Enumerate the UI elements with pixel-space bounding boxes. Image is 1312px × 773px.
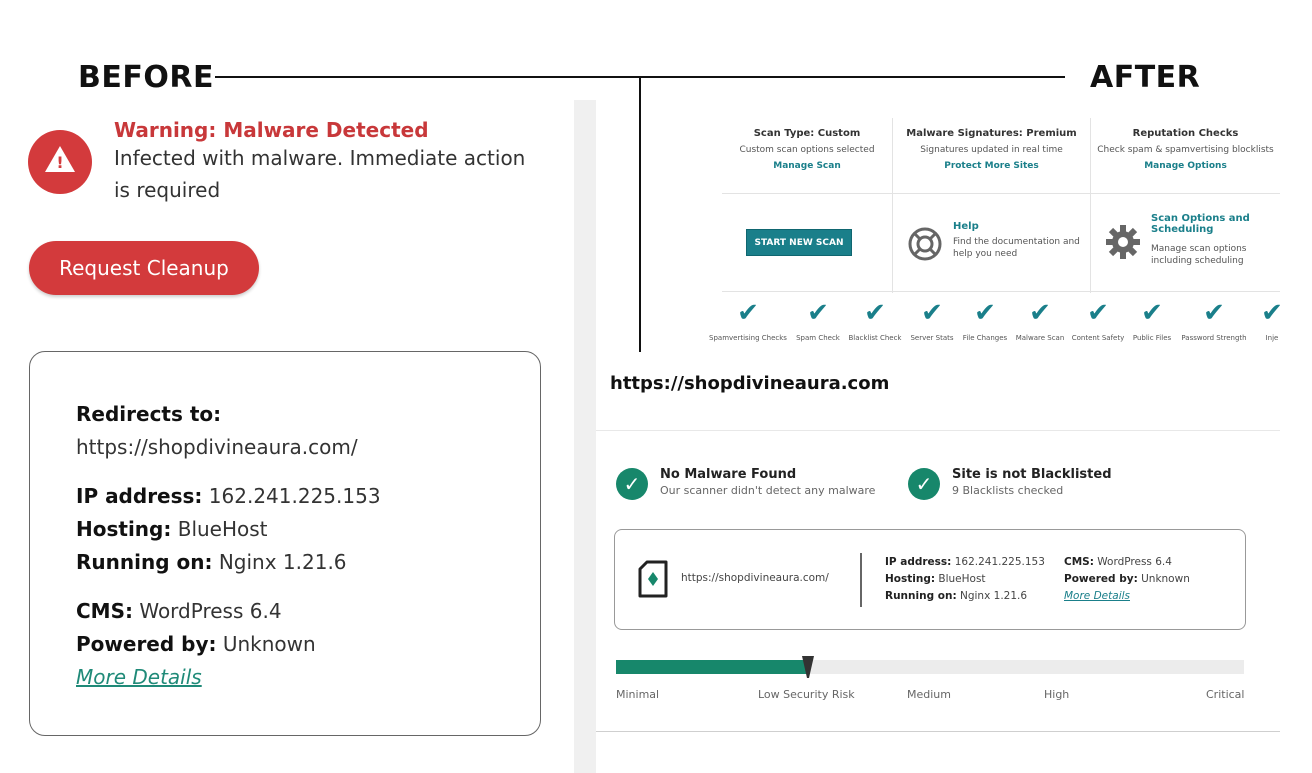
running-on-row: Running on: Nginx 1.21.6 [885, 590, 1028, 602]
checkmark-icon: ✔ [807, 298, 829, 328]
running-on-row: Running on: Nginx 1.21.6 [76, 550, 347, 574]
panel-divider-horizontal [722, 193, 1280, 194]
warning-line-1: Infected with malware. Immediate action [114, 146, 526, 170]
bottom-divider [596, 731, 1280, 732]
site-info-divider [860, 553, 862, 607]
hosting-row: Hosting: BlueHost [885, 573, 986, 585]
risk-label-medium: Medium [907, 688, 951, 701]
risk-meter-fill [616, 660, 808, 674]
checkmark-icon: ✔ [1203, 298, 1225, 328]
after-label: AFTER [1090, 60, 1201, 95]
panel-divider-horizontal [722, 291, 1280, 292]
protect-more-sites-link[interactable]: Protect More Sites [944, 161, 1039, 171]
url-bar-divider [596, 430, 1280, 431]
not-blacklisted-title: Site is not Blacklisted [952, 467, 1112, 482]
scan-options-desc-2: including scheduling [1151, 256, 1244, 266]
check-label: Content Safety [1071, 334, 1125, 342]
check-label: Inje [1265, 334, 1279, 342]
risk-label-low: Low Security Risk [758, 688, 855, 701]
powered-by-row: Powered by: Unknown [1064, 573, 1190, 585]
help-link[interactable]: Help [953, 221, 979, 232]
manage-options-link[interactable]: Manage Options [1144, 161, 1227, 171]
no-malware-title: No Malware Found [660, 467, 797, 482]
site-info-box [614, 529, 1246, 630]
check-label: Password Strength [1181, 334, 1247, 342]
site-url: https://shopdivineaura.com [610, 373, 890, 394]
checkmark-icon: ✔ [1141, 298, 1163, 328]
help-desc-2: help you need [953, 249, 1018, 259]
cms-row: CMS: WordPress 6.4 [1064, 556, 1172, 568]
scan-type-panel: Scan Type: Custom Custom scan options selected Manage Scan [722, 118, 892, 190]
hosting-row: Hosting: BlueHost [76, 517, 268, 541]
powered-by-row: Powered by: Unknown [76, 632, 316, 656]
site-info-url: https://shopdivineaura.com/ [681, 572, 829, 584]
redirects-label: Redirects to: [76, 402, 222, 426]
checkmark-icon: ✔ [864, 298, 886, 328]
warning-line-2: is required [114, 178, 221, 202]
more-details-link[interactable]: More Details [76, 665, 202, 689]
cms-row: CMS: WordPress 6.4 [76, 599, 282, 623]
checkmark-icon: ✔ [1029, 298, 1051, 328]
risk-label-high: High [1044, 688, 1070, 701]
gear-icon [1105, 224, 1141, 260]
check-icon: ✓ [908, 468, 940, 500]
after-left-gray-strip [574, 100, 596, 773]
check-label: Malware Scan [1015, 334, 1065, 342]
check-item [1232, 300, 1312, 342]
checkmark-icon: ✔ [1087, 298, 1109, 328]
ip-address-row: IP address: 162.241.225.153 [885, 556, 1045, 568]
checkmark-icon: ✔ [1261, 298, 1283, 328]
malware-signatures-panel: Malware Signatures: Premium Signatures updated in real time Protect More Sites [893, 118, 1090, 190]
check-label: Spam Check [796, 334, 840, 342]
security-checks-row [709, 298, 1283, 350]
check-icon: ✓ [616, 468, 648, 500]
document-icon [638, 560, 668, 598]
check-item [708, 300, 788, 342]
checkmark-icon: ✔ [921, 298, 943, 328]
scan-options-desc-1: Manage scan options [1151, 244, 1247, 254]
check-label: Spamvertising Checks [709, 334, 787, 342]
check-label: Server Stats [910, 334, 954, 342]
check-label: Public Files [1132, 334, 1172, 342]
start-new-scan-button[interactable]: START NEW SCAN [746, 229, 852, 256]
checkmark-icon: ✔ [737, 298, 759, 328]
risk-meter-track [616, 660, 1244, 674]
warning-triangle-icon: ! [28, 130, 92, 194]
checkmark-icon: ✔ [974, 298, 996, 328]
warning-title: Warning: Malware Detected [114, 118, 429, 142]
not-blacklisted-sub: 9 Blacklists checked [952, 484, 1064, 497]
lifebuoy-icon [907, 226, 943, 262]
no-malware-sub: Our scanner didn't detect any malware [660, 484, 876, 497]
vertical-divider-line [639, 77, 641, 352]
before-label: BEFORE [78, 60, 214, 95]
scan-options-link[interactable]: Scan Options and Scheduling [1151, 213, 1250, 235]
check-label: File Changes [962, 334, 1008, 342]
help-desc-1: Find the documentation and [953, 237, 1080, 247]
reputation-checks-panel: Reputation Checks Check spam & spamvertising blocklists Manage Options [1091, 118, 1280, 190]
ip-address-row: IP address: 162.241.225.153 [76, 484, 381, 508]
check-label: Blacklist Check [848, 334, 902, 342]
manage-scan-link[interactable]: Manage Scan [773, 161, 841, 171]
request-cleanup-button[interactable]: Request Cleanup [29, 241, 259, 295]
risk-label-critical: Critical [1206, 688, 1245, 701]
site-info-card [29, 351, 541, 736]
risk-label-minimal: Minimal [616, 688, 660, 701]
risk-meter-pointer [801, 655, 815, 679]
more-details-link[interactable]: More Details [1064, 590, 1130, 602]
redirects-value: https://shopdivineaura.com/ [76, 435, 358, 459]
